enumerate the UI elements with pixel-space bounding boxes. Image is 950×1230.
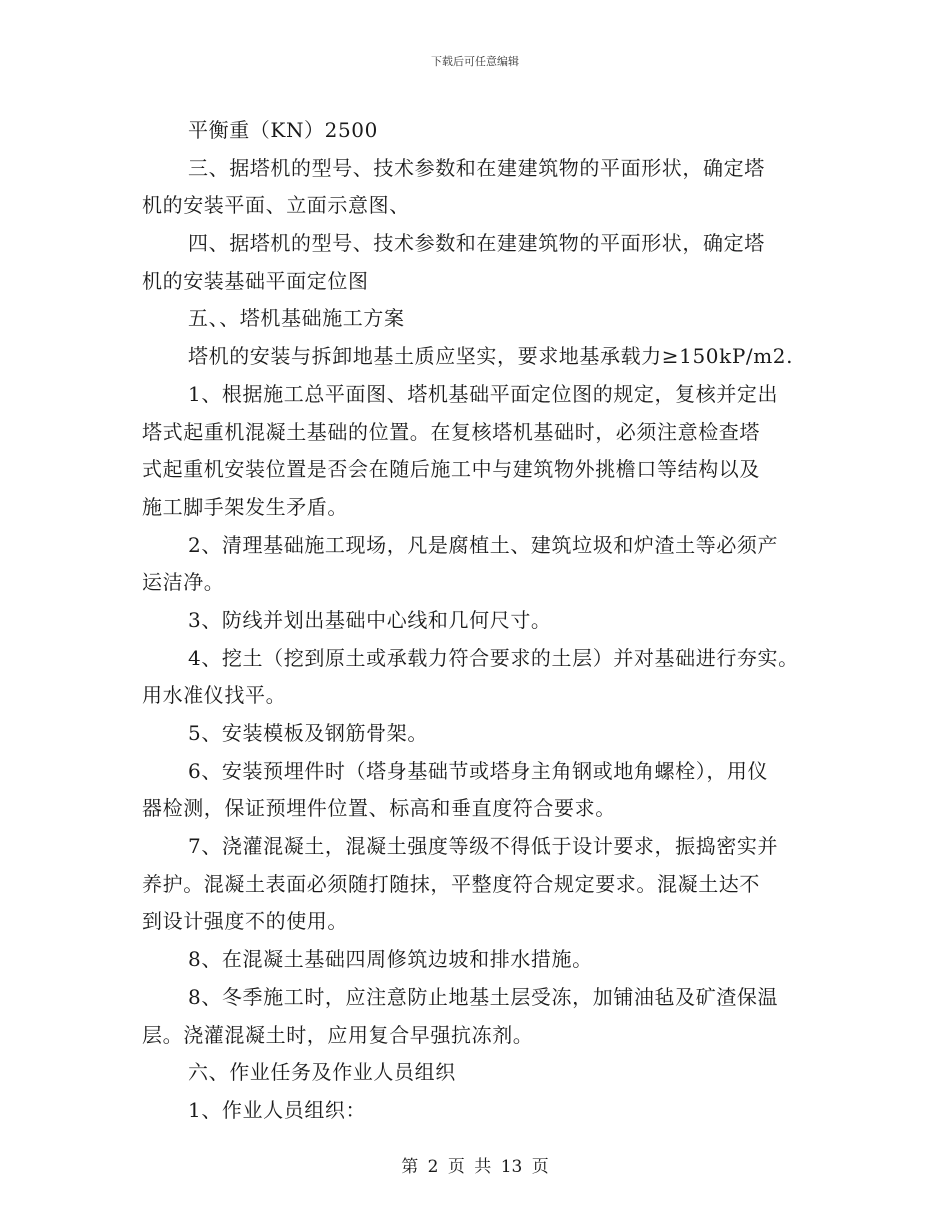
paragraph-line: 4、挖土（挖到原土或承载力符合要求的土层）并对基础进行夯实。 — [188, 645, 799, 670]
section-heading: 五、、塔机基础施工方案 — [188, 306, 405, 331]
paragraph-line: 塔式起重机混凝土基础的位置。在复核塔机基础时，必须注意检查塔 — [142, 419, 760, 444]
paragraph-line: 7、浇灌混凝土，混凝土强度等级不得低于设计要求，振捣密实并 — [188, 834, 779, 859]
paragraph-line: 运洁净。 — [142, 570, 225, 595]
paragraph-line: 器检测，保证预埋件位置、标高和垂直度符合要求。 — [142, 796, 616, 821]
paragraph-line: 2、清理基础施工现场，凡是腐植土、建筑垃圾和炉渣土等必须产 — [188, 532, 779, 557]
paragraph-line: 机的安装平面、立面示意图、 — [142, 193, 410, 218]
section-heading: 六、作业任务及作业人员组织 — [188, 1060, 456, 1085]
paragraph-line: 四、据塔机的型号、技术参数和在建建筑物的平面形状，确定塔 — [188, 231, 765, 256]
paragraph-line: 养护。混凝土表面必须随打随抹，平整度符合规定要求。混凝土达不 — [142, 871, 760, 896]
paragraph-line: 到设计强度不的使用。 — [142, 909, 348, 934]
paragraph-line: 8、冬季施工时，应注意防止地基土层受冻，加铺油毡及矿渣保温 — [188, 984, 779, 1009]
paragraph-line: 1、根据施工总平面图、塔机基础平面定位图的规定，复核并定出 — [188, 381, 779, 406]
paragraph-line: 用水准仪找平。 — [142, 683, 287, 708]
page-number-footer: 第 2 页 共 13 页 — [401, 1157, 549, 1177]
paragraph-line: 平衡重（KN）2500 — [188, 118, 378, 142]
paragraph-line: 层。浇灌混凝土时，应用复合早强抗冻剂。 — [142, 1022, 534, 1047]
paragraph-line: 6、安装预埋件时（塔身基础节或塔身主角钢或地角螺栓），用仪 — [188, 758, 769, 783]
paragraph-line: 塔机的安装与拆卸地基土质应坚实，要求地基承载力≥150kP/m2. — [188, 344, 794, 369]
document-body — [142, 112, 822, 1130]
paragraph-line: 8、在混凝土基础四周修筑边坡和排水措施。 — [188, 947, 593, 972]
paragraph-line: 施工脚手架发生矛盾。 — [142, 494, 348, 519]
paragraph-line: 3、防线并划出基础中心线和几何尺寸。 — [188, 607, 552, 632]
paragraph-line: 三、据塔机的型号、技术参数和在建建筑物的平面形状，确定塔 — [188, 155, 765, 180]
paragraph-line: 1、作业人员组织： — [188, 1097, 367, 1122]
paragraph-line: 式起重机安装位置是否会在随后施工中与建筑物外挑檐口等结构以及 — [142, 457, 760, 482]
page-header: 下载后可任意编辑 — [431, 55, 519, 68]
paragraph-line: 5、安装模板及钢筋骨架。 — [188, 721, 428, 745]
paragraph-line: 机的安装基础平面定位图 — [142, 268, 369, 293]
